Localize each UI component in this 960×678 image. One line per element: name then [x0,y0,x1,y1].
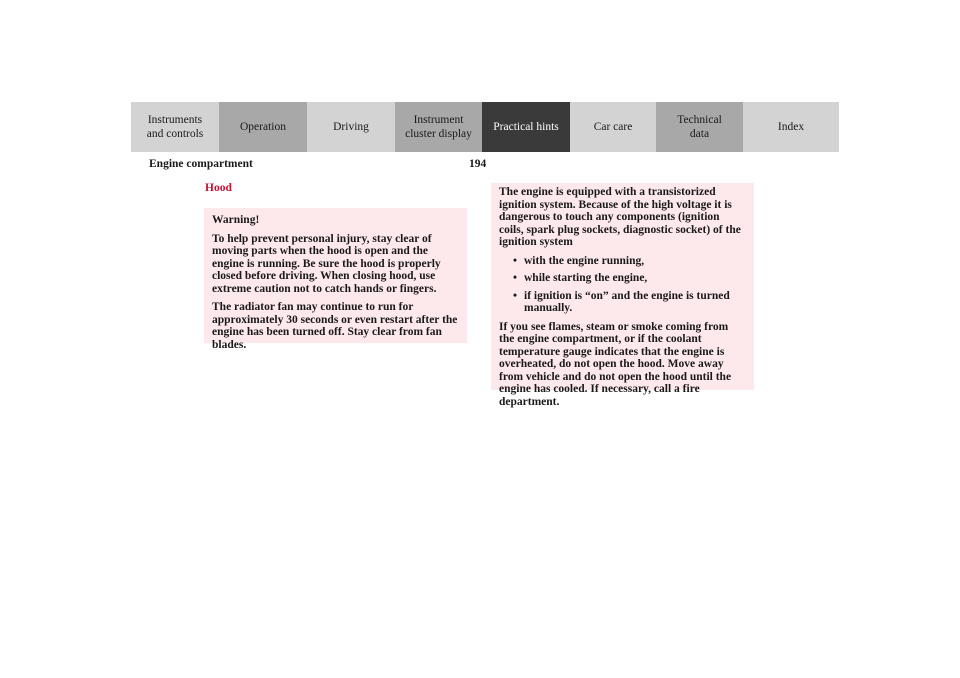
tab-label: Technical data [677,114,722,140]
warning-box [204,208,467,351]
list-item: • while starting the engine, [513,272,746,285]
warning-paragraph: To help prevent personal injury, stay clear of moving parts when the hood is open and the engine is running. Be sure the hood is properly closed before driving. When closing hood, use extreme caution not to catch hands or fingers. [212,232,441,295]
tab-instruments-and-controls[interactable] [131,102,219,152]
tab-practical-hints[interactable] [482,102,570,152]
ignition-intro: The engine is equipped with a transistorized ignition system. Because of the high voltage it is dangerous to touch any components (ignition coils, spark plug sockets, diagnostic socket) of the ignition system [499,186,741,248]
list-item: • if ignition is “on” and the engine is turned manually. [513,290,746,315]
section-title: Engine compartment [149,158,253,170]
page-number: 194 [469,158,487,170]
tab-label: Driving [333,121,369,133]
tab-index[interactable] [743,102,839,152]
tab-technical-data[interactable] [656,102,743,152]
tab-label: Operation [240,121,286,133]
tab-label: Index [777,121,805,133]
tab-label: Instruments and controls [146,114,204,140]
chapter-nav [131,102,839,152]
tab-label: Practical hints [493,121,559,133]
tab-driving[interactable] [307,102,395,152]
tab-operation[interactable] [219,102,307,152]
ignition-bullet-list [499,255,746,315]
ignition-outro: If you see flames, steam or smoke coming from the engine compartment, or if the coolant temperature gauge indicates that the engine is overheated, do not open the hood. Move away from vehicle and do not open the hood until the engine has cooled. If necessary, call a fire department. [499,320,732,408]
tab-instrument-cluster-display[interactable] [395,102,482,152]
list-item: • with the engine running, [513,255,746,268]
tab-label: Instrument cluster display [405,114,472,140]
section-heading: Hood [205,182,232,194]
warning-title: Warning! [212,214,260,226]
tab-car-care[interactable] [570,102,656,152]
tab-label: Car care [593,121,633,133]
warning-paragraph: The radiator fan may continue to run for approximately 30 seconds or even restart after the engine has been turned off. Stay clear from fan blades. [212,301,458,351]
ignition-note-box [491,183,754,408]
